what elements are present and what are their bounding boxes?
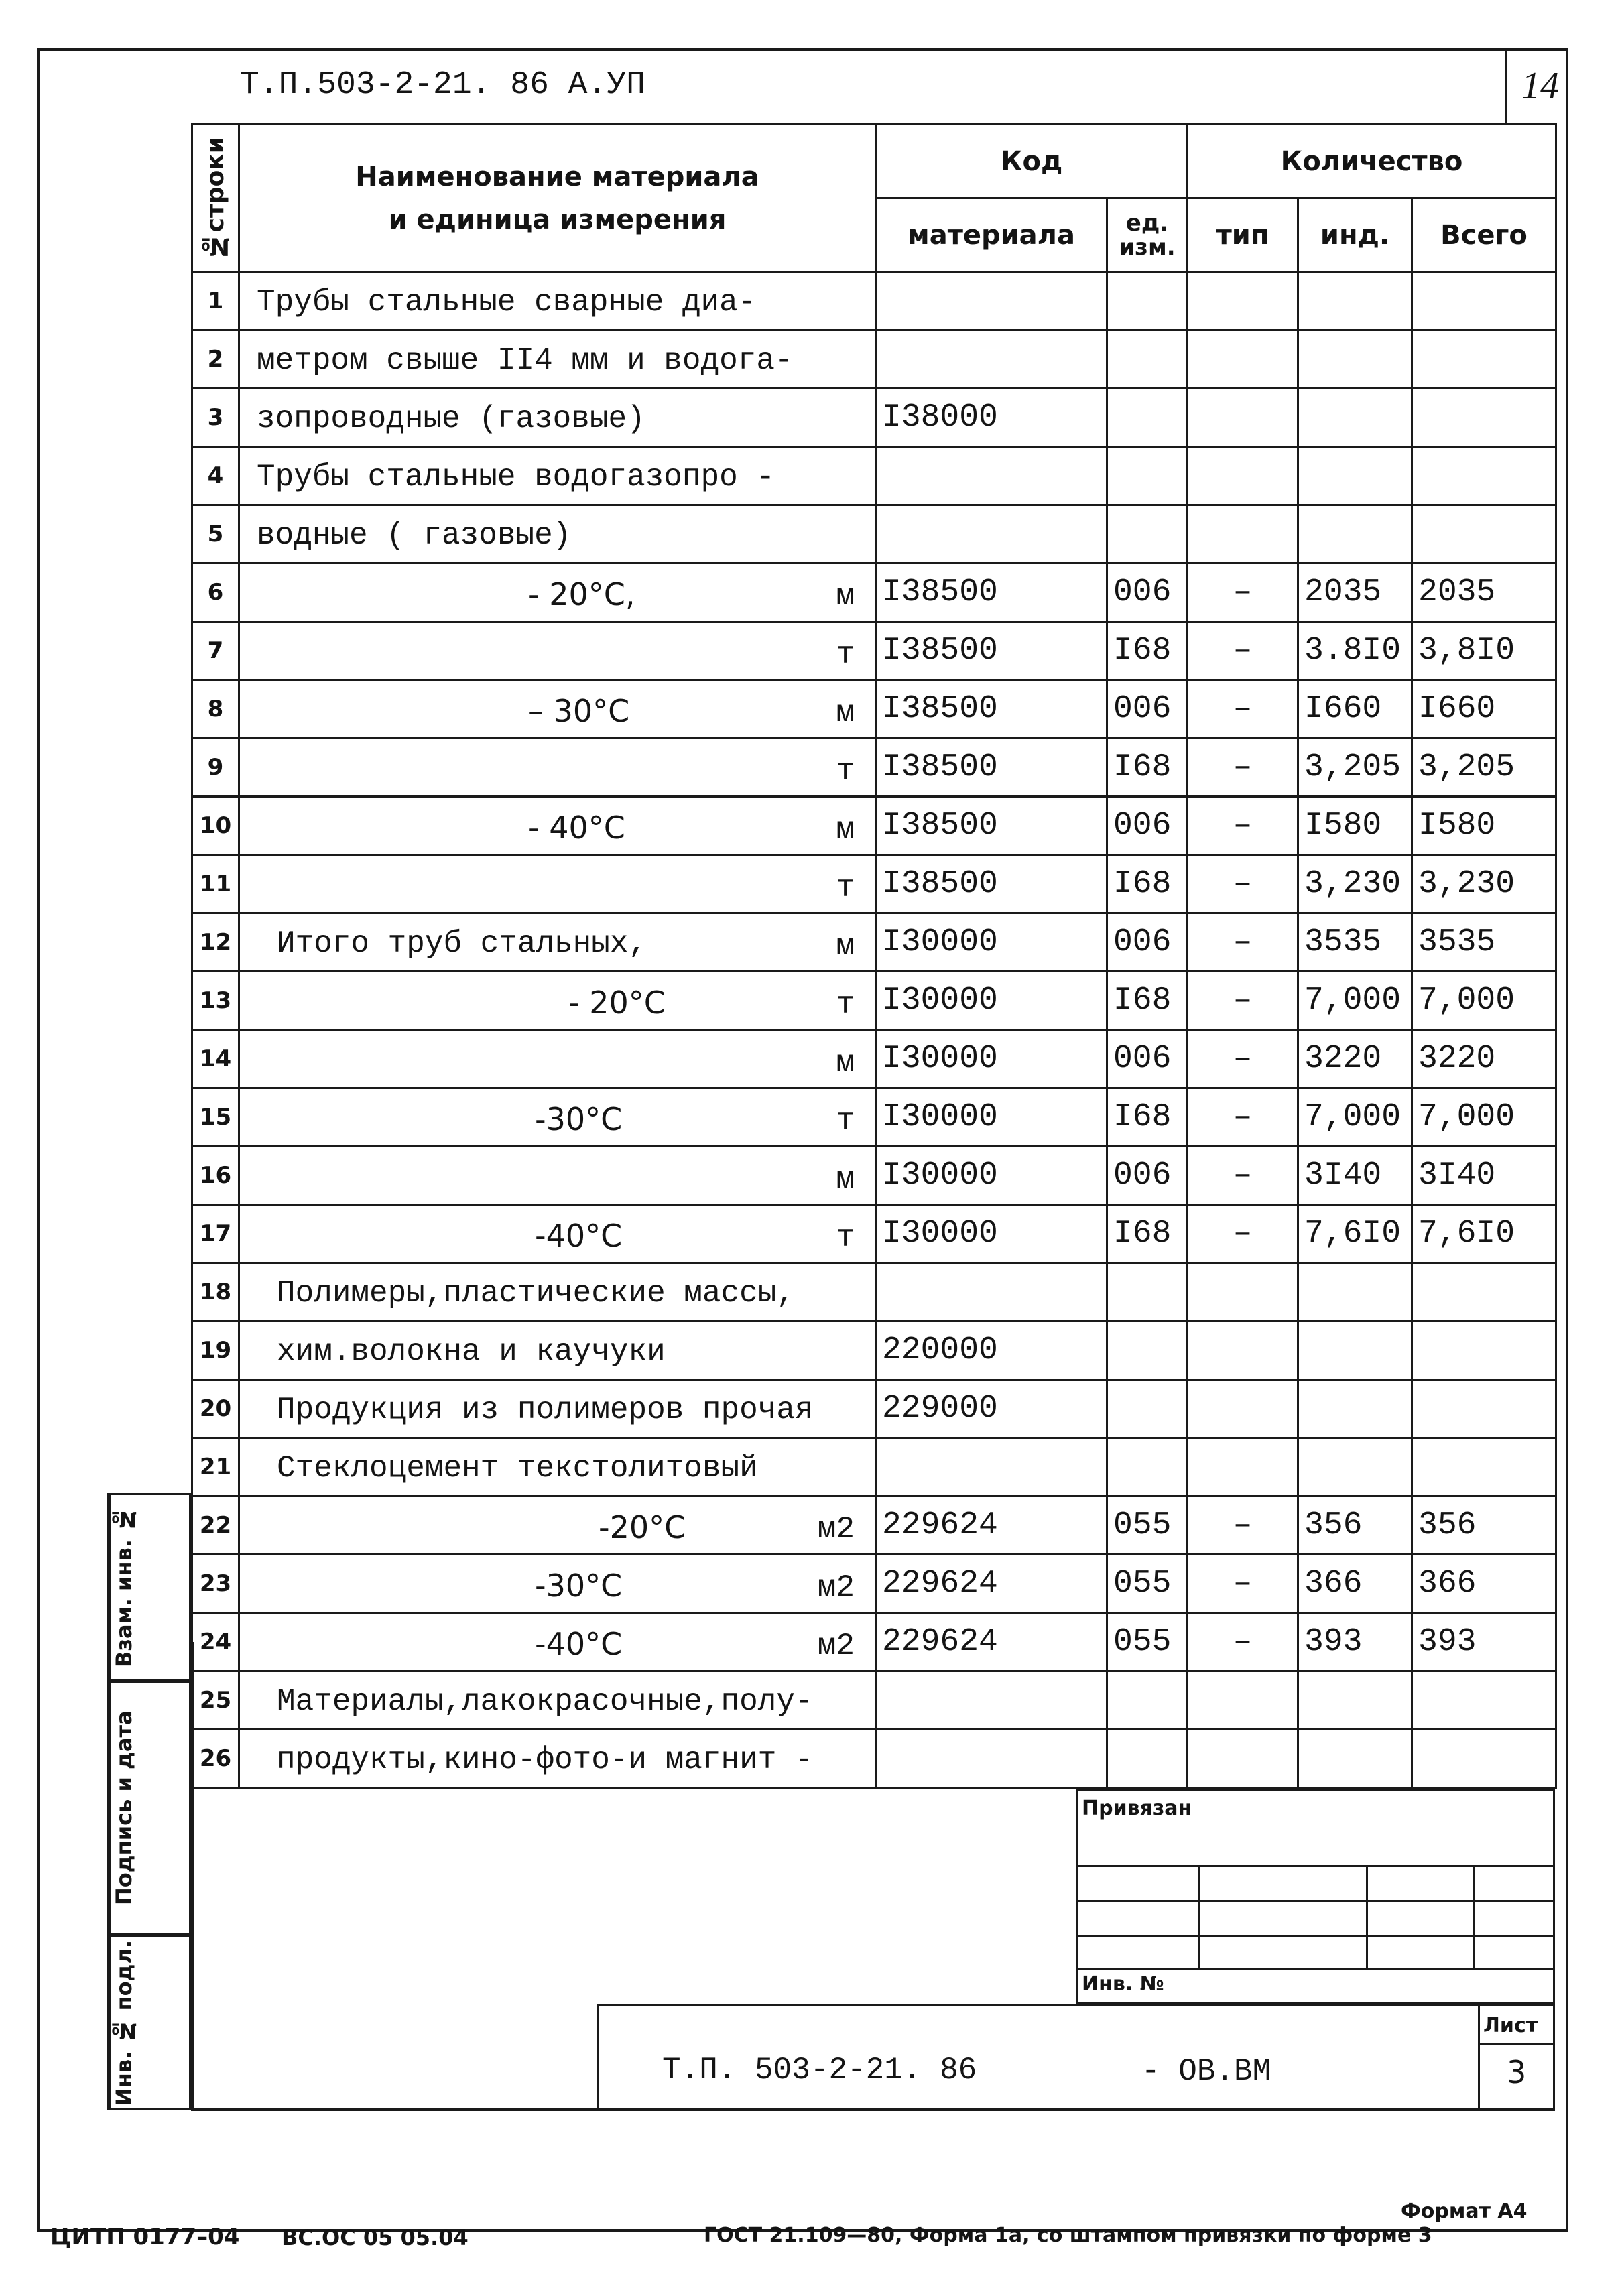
material-name-text: продукты,кино-фото-и магнит -	[277, 1742, 814, 1777]
material-name	[239, 505, 876, 564]
material-unit: т	[836, 754, 855, 789]
material-name-text: хим.волокна и каучуки	[277, 1334, 666, 1369]
quantity-type	[1188, 389, 1298, 447]
material-name-text: -40°С	[535, 1218, 623, 1254]
quantity-type	[1188, 447, 1298, 505]
sheet-mark: 14	[1521, 65, 1559, 107]
quantity-total: 7,000	[1412, 1088, 1556, 1147]
material-unit: м	[836, 929, 855, 964]
material-name	[239, 1730, 876, 1788]
material-unit: т	[836, 1104, 855, 1139]
row-number: 22	[192, 1496, 239, 1555]
quantity-ind	[1298, 447, 1412, 505]
table-row	[192, 272, 1556, 330]
quantity-ind: 3I40	[1298, 1147, 1412, 1205]
material-code: I30000	[876, 1147, 1107, 1205]
material-code: 229624	[876, 1555, 1107, 1613]
unit-code: I68	[1107, 1088, 1188, 1147]
row-number: 9	[192, 739, 239, 797]
quantity-type	[1188, 1438, 1298, 1496]
material-name	[239, 739, 876, 797]
binding-row-line	[1078, 1900, 1555, 1902]
table-row	[192, 1322, 1556, 1380]
material-code: 229624	[876, 1613, 1107, 1671]
material-name-text: Материалы,лакокрасочные,полу-	[277, 1684, 814, 1719]
quantity-type: –	[1188, 1030, 1298, 1088]
quantity-type	[1188, 272, 1298, 330]
title-stamp	[597, 2004, 1555, 2111]
quantity-type: –	[1188, 797, 1298, 855]
quantity-ind	[1298, 1671, 1412, 1730]
row-number: 5	[192, 505, 239, 564]
table-row	[192, 1088, 1556, 1147]
unit-code: 006	[1107, 1147, 1188, 1205]
list-divider	[1478, 2006, 1480, 2111]
unit-code: 055	[1107, 1613, 1188, 1671]
unit-code: I68	[1107, 739, 1188, 797]
side-block-podpis	[107, 1681, 191, 1935]
header-name	[239, 125, 876, 272]
material-unit: т	[836, 637, 855, 672]
table-row	[192, 564, 1556, 622]
quantity-total	[1412, 389, 1556, 447]
material-unit: м	[836, 1045, 855, 1080]
binding-stamp	[1076, 1789, 1555, 2004]
material-name-text: Трубы стальные сварные диа-	[257, 285, 757, 320]
material-code: I30000	[876, 1205, 1107, 1263]
side-label-inv: Инв. № подл.	[109, 1937, 149, 2108]
quantity-total: 366	[1412, 1555, 1556, 1613]
quantity-type: –	[1188, 855, 1298, 913]
table-row	[192, 972, 1556, 1030]
table-row	[192, 1030, 1556, 1088]
quantity-ind: I580	[1298, 797, 1412, 855]
row-number: 4	[192, 447, 239, 505]
material-code: 229000	[876, 1380, 1107, 1438]
side-label-podpis: Подпись и дата	[109, 1683, 149, 1933]
header-quantity: Количество	[1188, 125, 1556, 198]
quantity-ind	[1298, 389, 1412, 447]
quantity-type: –	[1188, 680, 1298, 739]
unit-code	[1107, 447, 1188, 505]
row-number: 8	[192, 680, 239, 739]
unit-code	[1107, 1730, 1188, 1788]
list-label: Лист	[1483, 2014, 1538, 2037]
quantity-total	[1412, 272, 1556, 330]
material-name	[239, 447, 876, 505]
material-name-text: зопроводные (газовые)	[257, 401, 645, 436]
table-row	[192, 913, 1556, 972]
quantity-total: 356	[1412, 1496, 1556, 1555]
material-name-text: - 40°С	[528, 810, 625, 846]
material-name	[239, 1030, 876, 1088]
material-unit: т	[836, 987, 855, 1022]
unit-code: 006	[1107, 913, 1188, 972]
quantity-total: 7,6I0	[1412, 1205, 1556, 1263]
quantity-total	[1412, 505, 1556, 564]
unit-code: 006	[1107, 797, 1188, 855]
material-code: I30000	[876, 913, 1107, 972]
quantity-total: 2035	[1412, 564, 1556, 622]
material-name	[239, 1671, 876, 1730]
quantity-total: 3,230	[1412, 855, 1556, 913]
row-number: 11	[192, 855, 239, 913]
quantity-ind: 7,000	[1298, 972, 1412, 1030]
material-code	[876, 1671, 1107, 1730]
side-block-vzam	[107, 1493, 191, 1681]
binding-row-line	[1078, 1968, 1555, 1970]
inventory-label: Инв. №	[1082, 1972, 1164, 1996]
material-code: I38500	[876, 622, 1107, 680]
quantity-total: 3535	[1412, 913, 1556, 972]
quantity-type: –	[1188, 972, 1298, 1030]
unit-code	[1107, 1438, 1188, 1496]
material-unit: м2	[817, 1629, 855, 1663]
quantity-total: 3,8I0	[1412, 622, 1556, 680]
material-name	[239, 913, 876, 972]
material-name	[239, 1613, 876, 1671]
material-name	[239, 797, 876, 855]
material-name-text: метром свыше II4 мм и водога-	[257, 343, 794, 378]
material-name-text: -40°С	[535, 1626, 623, 1662]
header-total: Всего	[1412, 198, 1556, 272]
unit-code: 055	[1107, 1555, 1188, 1613]
material-code	[876, 1263, 1107, 1322]
material-name	[239, 564, 876, 622]
row-number: 24	[192, 1613, 239, 1671]
quantity-ind	[1298, 272, 1412, 330]
material-name	[239, 330, 876, 389]
material-code: I30000	[876, 972, 1107, 1030]
quantity-type: –	[1188, 1613, 1298, 1671]
header-type: тип	[1188, 198, 1298, 272]
quantity-ind: 3220	[1298, 1030, 1412, 1088]
material-name-text: Итого труб стальных,	[277, 926, 647, 961]
table-row	[192, 389, 1556, 447]
quantity-type	[1188, 1263, 1298, 1322]
material-code: I38500	[876, 739, 1107, 797]
table-row	[192, 330, 1556, 389]
row-number: 14	[192, 1030, 239, 1088]
quantity-type: –	[1188, 1555, 1298, 1613]
side-label-vzam: Взам. инв. №	[109, 1495, 149, 1679]
row-number: 16	[192, 1147, 239, 1205]
quantity-ind: 356	[1298, 1496, 1412, 1555]
quantity-type: –	[1188, 1496, 1298, 1555]
quantity-type: –	[1188, 913, 1298, 972]
material-unit: т	[836, 1220, 855, 1255]
quantity-total: 393	[1412, 1613, 1556, 1671]
row-number: 17	[192, 1205, 239, 1263]
row-number: 15	[192, 1088, 239, 1147]
binding-col-line	[1366, 1865, 1368, 1968]
quantity-type: –	[1188, 564, 1298, 622]
unit-code: I68	[1107, 972, 1188, 1030]
quantity-ind: I660	[1298, 680, 1412, 739]
row-number: 2	[192, 330, 239, 389]
row-number: 12	[192, 913, 239, 972]
quantity-ind: 366	[1298, 1555, 1412, 1613]
row-number: 10	[192, 797, 239, 855]
quantity-type	[1188, 1730, 1298, 1788]
material-code	[876, 505, 1107, 564]
quantity-total	[1412, 1671, 1556, 1730]
material-name-text: -30°С	[535, 1568, 623, 1604]
material-name-text: Продукция из полимеров прочая	[277, 1393, 814, 1427]
material-name	[239, 855, 876, 913]
quantity-ind: 3,205	[1298, 739, 1412, 797]
table-row	[192, 1380, 1556, 1438]
stamp-document-suffix: - ОВ.ВМ	[1141, 2054, 1271, 2089]
table-row	[192, 505, 1556, 564]
unit-code: 006	[1107, 564, 1188, 622]
quantity-type	[1188, 505, 1298, 564]
row-number: 18	[192, 1263, 239, 1322]
quantity-total	[1412, 1380, 1556, 1438]
material-name-text: - 20°С	[568, 984, 666, 1021]
header-material: материала	[876, 198, 1107, 272]
materials-table	[191, 123, 1557, 1789]
material-code: I30000	[876, 1030, 1107, 1088]
header-name-line1: Наименование материала	[355, 161, 759, 192]
material-name-text: -20°С	[599, 1509, 686, 1545]
quantity-type: –	[1188, 1147, 1298, 1205]
binding-row-line	[1078, 1865, 1555, 1867]
row-number: 1	[192, 272, 239, 330]
material-code	[876, 1438, 1107, 1496]
material-unit: м	[836, 579, 855, 614]
row-number: 3	[192, 389, 239, 447]
material-name	[239, 1205, 876, 1263]
material-name-text: - 20°С,	[528, 576, 635, 613]
table-row	[192, 622, 1556, 680]
unit-code	[1107, 272, 1188, 330]
quantity-ind: 3535	[1298, 913, 1412, 972]
unit-code: I68	[1107, 855, 1188, 913]
quantity-ind: 7,6I0	[1298, 1205, 1412, 1263]
table-row	[192, 1263, 1556, 1322]
binding-row-line	[1078, 1935, 1555, 1937]
row-number: 7	[192, 622, 239, 680]
header-name-line2: и единица измерения	[388, 204, 727, 235]
quantity-total: I660	[1412, 680, 1556, 739]
row-number: 19	[192, 1322, 239, 1380]
footer-format: Формат А4	[1401, 2199, 1527, 2223]
list-divider	[1478, 2043, 1555, 2045]
quantity-type: –	[1188, 622, 1298, 680]
table-row	[192, 1671, 1556, 1730]
quantity-total: 3I40	[1412, 1147, 1556, 1205]
row-number: 13	[192, 972, 239, 1030]
quantity-ind	[1298, 330, 1412, 389]
row-number: 20	[192, 1380, 239, 1438]
material-name	[239, 1438, 876, 1496]
material-name-text: Трубы стальные водогазопро -	[257, 460, 775, 495]
table-row	[192, 447, 1556, 505]
document-code-header: Т.П.503-2-21. 86 А.УП	[240, 67, 645, 103]
unit-code: 055	[1107, 1496, 1188, 1555]
unit-code	[1107, 505, 1188, 564]
row-number: 21	[192, 1438, 239, 1496]
unit-code	[1107, 1380, 1188, 1438]
quantity-ind	[1298, 1438, 1412, 1496]
material-name	[239, 1496, 876, 1555]
table-row	[192, 1438, 1556, 1496]
quantity-ind: 3,230	[1298, 855, 1412, 913]
material-name	[239, 1147, 876, 1205]
quantity-total	[1412, 1263, 1556, 1322]
unit-code: 006	[1107, 680, 1188, 739]
table-row	[192, 1205, 1556, 1263]
unit-code: 006	[1107, 1030, 1188, 1088]
table-row	[192, 1496, 1556, 1555]
quantity-type	[1188, 1671, 1298, 1730]
material-name	[239, 389, 876, 447]
material-unit: т	[836, 871, 855, 905]
quantity-ind: 7,000	[1298, 1088, 1412, 1147]
quantity-type: –	[1188, 739, 1298, 797]
quantity-type	[1188, 1380, 1298, 1438]
material-code: I38000	[876, 389, 1107, 447]
material-name	[239, 622, 876, 680]
quantity-ind: 3.8I0	[1298, 622, 1412, 680]
unit-code	[1107, 1671, 1188, 1730]
table-row	[192, 1613, 1556, 1671]
material-name	[239, 272, 876, 330]
row-number: 25	[192, 1671, 239, 1730]
quantity-type: –	[1188, 1205, 1298, 1263]
quantity-total	[1412, 1438, 1556, 1496]
quantity-ind: 393	[1298, 1613, 1412, 1671]
material-unit: м2	[817, 1570, 855, 1605]
material-code: I38500	[876, 680, 1107, 739]
quantity-ind	[1298, 1730, 1412, 1788]
table-row	[192, 797, 1556, 855]
material-name	[239, 972, 876, 1030]
quantity-total: 3,205	[1412, 739, 1556, 797]
table-row	[192, 1555, 1556, 1613]
table-row	[192, 1147, 1556, 1205]
footer-standard: ГОСТ 21.109—80, Форма 1а, со штампом привязки по форме 3	[704, 2224, 1432, 2247]
material-code: I38500	[876, 855, 1107, 913]
unit-code	[1107, 389, 1188, 447]
material-code: I38500	[876, 564, 1107, 622]
material-name-text: – 30°С	[528, 693, 630, 729]
binding-col-line	[1473, 1865, 1475, 1968]
quantity-type	[1188, 330, 1298, 389]
unit-code	[1107, 1322, 1188, 1380]
quantity-ind	[1298, 1322, 1412, 1380]
table-row	[192, 1730, 1556, 1788]
material-code	[876, 330, 1107, 389]
binding-label: Привязан	[1082, 1797, 1192, 1820]
side-block-inv	[107, 1935, 191, 2110]
material-unit: м	[836, 1162, 855, 1197]
material-name-text: Стеклоцемент текстолитовый	[277, 1451, 758, 1486]
header-divider	[1505, 48, 1507, 123]
unit-code	[1107, 330, 1188, 389]
material-name	[239, 1555, 876, 1613]
material-name-text: водные ( газовые)	[257, 518, 572, 553]
material-code: 229624	[876, 1496, 1107, 1555]
unit-code: I68	[1107, 1205, 1188, 1263]
unit-code: I68	[1107, 622, 1188, 680]
material-name	[239, 1322, 876, 1380]
quantity-ind	[1298, 1263, 1412, 1322]
table-row	[192, 739, 1556, 797]
header-code: Код	[876, 125, 1188, 198]
material-unit: м	[836, 812, 855, 847]
quantity-ind: 2035	[1298, 564, 1412, 622]
row-number: 23	[192, 1555, 239, 1613]
material-code: I30000	[876, 1088, 1107, 1147]
material-unit: м2	[817, 1512, 855, 1547]
quantity-type: –	[1188, 1088, 1298, 1147]
footer-code: ВС.ОС 05 05.04	[282, 2225, 469, 2250]
quantity-total: I580	[1412, 797, 1556, 855]
material-name	[239, 1088, 876, 1147]
material-name-text: -30°С	[535, 1101, 623, 1137]
stamp-document-code: Т.П. 503-2-21. 86	[662, 2053, 977, 2088]
material-code	[876, 1730, 1107, 1788]
material-code: 220000	[876, 1322, 1107, 1380]
table-row	[192, 680, 1556, 739]
header-row-number: №строки	[192, 125, 239, 272]
header-unit: ед. изм.	[1107, 198, 1188, 272]
table-row	[192, 855, 1556, 913]
row-number: 26	[192, 1730, 239, 1788]
row-number: 6	[192, 564, 239, 622]
list-number: 3	[1507, 2054, 1527, 2090]
quantity-type	[1188, 1322, 1298, 1380]
material-code: I38500	[876, 797, 1107, 855]
header-ind: инд.	[1298, 198, 1412, 272]
material-name	[239, 1263, 876, 1322]
quantity-total	[1412, 1730, 1556, 1788]
material-unit: м	[836, 696, 855, 730]
unit-code	[1107, 1263, 1188, 1322]
quantity-ind	[1298, 1380, 1412, 1438]
quantity-total	[1412, 447, 1556, 505]
material-code	[876, 447, 1107, 505]
quantity-total	[1412, 1322, 1556, 1380]
footer-registry: ЦИТП 0177–04	[50, 2224, 240, 2250]
material-code	[876, 272, 1107, 330]
quantity-total	[1412, 330, 1556, 389]
binding-col-line	[1198, 1865, 1200, 1968]
quantity-ind	[1298, 505, 1412, 564]
left-margin-line	[191, 1642, 194, 2110]
quantity-total: 3220	[1412, 1030, 1556, 1088]
quantity-total: 7,000	[1412, 972, 1556, 1030]
material-name	[239, 680, 876, 739]
material-name-text: Полимеры,пластические массы,	[277, 1276, 795, 1311]
material-name	[239, 1380, 876, 1438]
